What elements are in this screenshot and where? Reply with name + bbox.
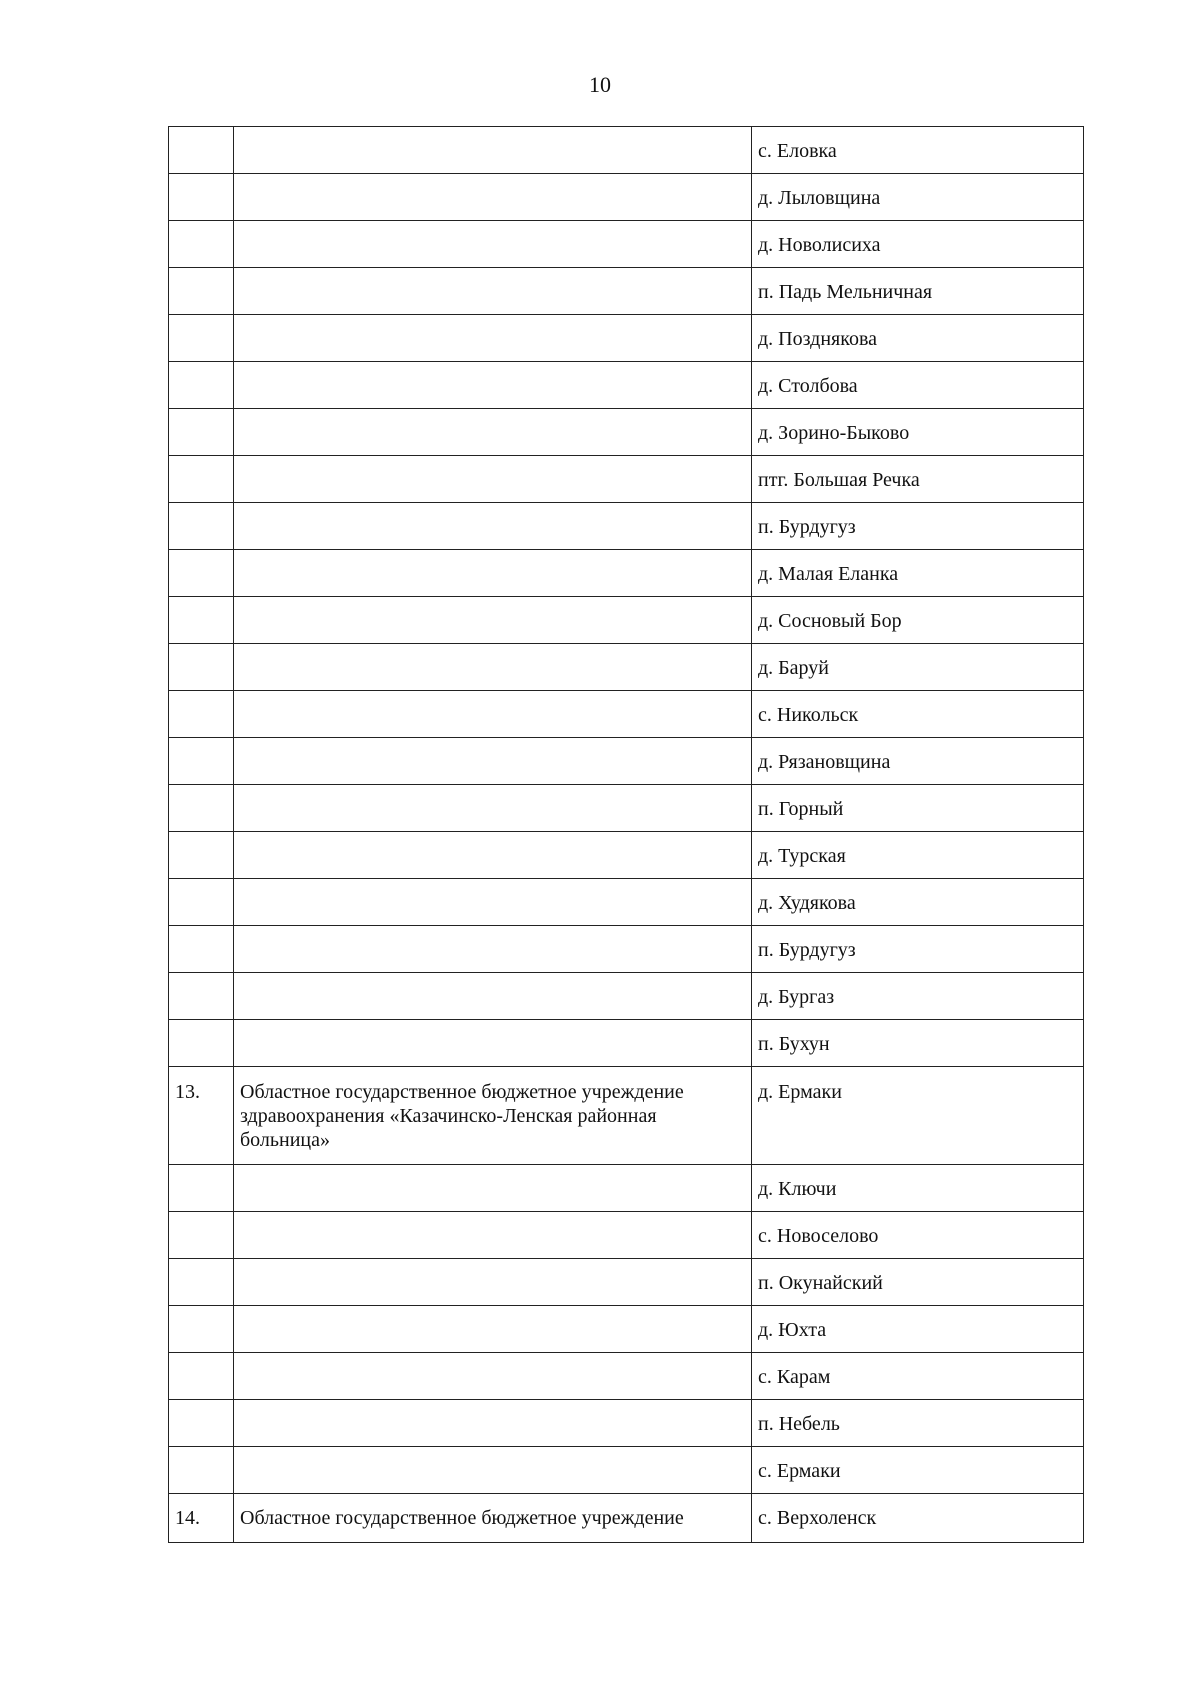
- settlement-cell: д. Юхта: [752, 1306, 1084, 1353]
- organization-cell: [234, 268, 752, 315]
- settlement-cell: д. Зорино-Быково: [752, 409, 1084, 456]
- settlement-cell: д. Столбова: [752, 362, 1084, 409]
- organization-cell: [234, 127, 752, 174]
- row-number-cell: [169, 503, 234, 550]
- row-number-cell: 14.: [169, 1494, 234, 1543]
- row-number-cell: [169, 691, 234, 738]
- settlement-cell: п. Окунайский: [752, 1259, 1084, 1306]
- settlement-cell: д. Баруй: [752, 644, 1084, 691]
- organization-cell: [234, 785, 752, 832]
- page-number: 10: [589, 72, 611, 97]
- table-row: [169, 1353, 1084, 1400]
- organization-cell: [234, 832, 752, 879]
- organization-cell: [234, 1400, 752, 1447]
- settlement-cell: д. Ключи: [752, 1165, 1084, 1212]
- organization-cell: [234, 1212, 752, 1259]
- settlement-cell: с. Ермаки: [752, 1447, 1084, 1494]
- settlement-cell: с. Новоселово: [752, 1212, 1084, 1259]
- row-number-cell: [169, 1353, 234, 1400]
- row-number-cell: [169, 738, 234, 785]
- settlement-cell: п. Бухун: [752, 1020, 1084, 1067]
- settlement-cell: с. Еловка: [752, 127, 1084, 174]
- settlement-cell: п. Небель: [752, 1400, 1084, 1447]
- organization-cell: [234, 174, 752, 221]
- row-number-cell: [169, 221, 234, 268]
- table-body: [169, 127, 1084, 1543]
- organization-cell: [234, 597, 752, 644]
- settlement-cell: д. Турская: [752, 832, 1084, 879]
- table-row: [169, 1494, 1084, 1543]
- table-row: [169, 1259, 1084, 1306]
- table-row: [169, 174, 1084, 221]
- table-row: [169, 503, 1084, 550]
- settlement-cell: с. Карам: [752, 1353, 1084, 1400]
- settlement-cell: д. Бургаз: [752, 973, 1084, 1020]
- organization-cell: [234, 1259, 752, 1306]
- table-row: [169, 456, 1084, 503]
- table-row: [169, 785, 1084, 832]
- table-row: [169, 644, 1084, 691]
- table-row: [169, 409, 1084, 456]
- table-row: [169, 691, 1084, 738]
- row-number-cell: [169, 174, 234, 221]
- organization-cell: Областное государственное бюджетное учреждение здравоохранения «Казачинско-Ленская районная больница»: [234, 1067, 752, 1165]
- organization-cell: [234, 456, 752, 503]
- row-number-cell: [169, 315, 234, 362]
- row-number-cell: [169, 127, 234, 174]
- settlement-cell: д. Малая Еланка: [752, 550, 1084, 597]
- organization-cell: [234, 362, 752, 409]
- organization-cell: [234, 221, 752, 268]
- settlement-cell: п. Бурдугуз: [752, 926, 1084, 973]
- organization-cell: [234, 879, 752, 926]
- table-row: [169, 550, 1084, 597]
- settlement-cell: д. Худякова: [752, 879, 1084, 926]
- settlement-cell: п. Бурдугуз: [752, 503, 1084, 550]
- row-number-cell: [169, 409, 234, 456]
- organization-cell: [234, 409, 752, 456]
- organization-cell: [234, 1020, 752, 1067]
- row-number-cell: [169, 597, 234, 644]
- organization-cell: [234, 644, 752, 691]
- organization-cell: [234, 315, 752, 362]
- organization-cell: [234, 691, 752, 738]
- settlement-cell: с. Верхоленск: [752, 1494, 1084, 1543]
- row-number-cell: [169, 832, 234, 879]
- organization-cell: [234, 503, 752, 550]
- organization-cell: [234, 973, 752, 1020]
- row-number-cell: 13.: [169, 1067, 234, 1165]
- organization-cell: Областное государственное бюджетное учреждение: [234, 1494, 752, 1543]
- row-number-cell: [169, 362, 234, 409]
- row-number-cell: [169, 268, 234, 315]
- row-number-cell: [169, 456, 234, 503]
- row-number-cell: [169, 1212, 234, 1259]
- settlement-cell: п. Горный: [752, 785, 1084, 832]
- organization-cell: [234, 738, 752, 785]
- row-number-cell: [169, 973, 234, 1020]
- row-number-cell: [169, 1447, 234, 1494]
- table-row: [169, 127, 1084, 174]
- organization-cell: [234, 1353, 752, 1400]
- table-row: [169, 362, 1084, 409]
- organization-cell: [234, 1165, 752, 1212]
- row-number-cell: [169, 1400, 234, 1447]
- organization-cell: [234, 1447, 752, 1494]
- table-row: [169, 1067, 1084, 1165]
- settlement-cell: п. Падь Мельничная: [752, 268, 1084, 315]
- row-number-cell: [169, 879, 234, 926]
- table-row: [169, 738, 1084, 785]
- row-number-cell: [169, 926, 234, 973]
- table-row: [169, 1212, 1084, 1259]
- settlement-cell: д. Сосновый Бор: [752, 597, 1084, 644]
- settlements-table: [168, 126, 1084, 1543]
- table-row: [169, 1020, 1084, 1067]
- table-row: [169, 832, 1084, 879]
- row-number-cell: [169, 644, 234, 691]
- table-row: [169, 1400, 1084, 1447]
- table-row: [169, 268, 1084, 315]
- table-row: [169, 221, 1084, 268]
- organization-cell: [234, 1306, 752, 1353]
- table-row: [169, 315, 1084, 362]
- row-number-cell: [169, 550, 234, 597]
- row-number-cell: [169, 785, 234, 832]
- row-number-cell: [169, 1306, 234, 1353]
- row-number-cell: [169, 1020, 234, 1067]
- table-row: [169, 973, 1084, 1020]
- organization-cell: [234, 550, 752, 597]
- table-row: [169, 597, 1084, 644]
- settlement-cell: д. Лыловщина: [752, 174, 1084, 221]
- settlement-cell: д. Позднякова: [752, 315, 1084, 362]
- table-row: [169, 879, 1084, 926]
- settlement-cell: д. Новолисиха: [752, 221, 1084, 268]
- organization-cell: [234, 926, 752, 973]
- settlement-cell: д. Ермаки: [752, 1067, 1084, 1165]
- table-row: [169, 1306, 1084, 1353]
- table-row: [169, 1165, 1084, 1212]
- settlement-cell: птг. Большая Речка: [752, 456, 1084, 503]
- settlement-cell: с. Никольск: [752, 691, 1084, 738]
- settlement-cell: д. Рязановщина: [752, 738, 1084, 785]
- table-row: [169, 926, 1084, 973]
- row-number-cell: [169, 1165, 234, 1212]
- row-number-cell: [169, 1259, 234, 1306]
- table-row: [169, 1447, 1084, 1494]
